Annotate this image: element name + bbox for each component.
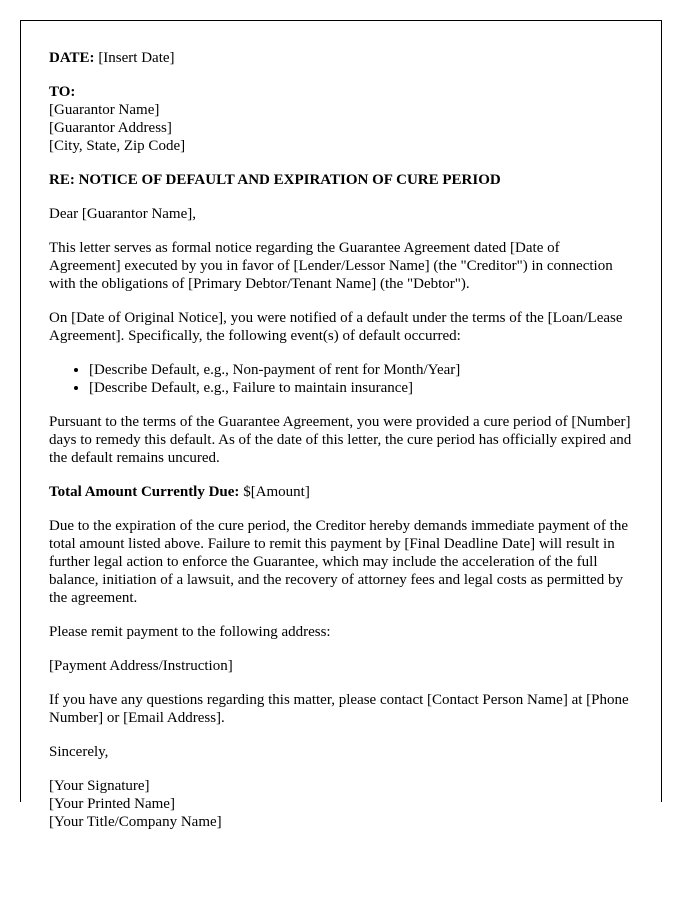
date-value: [Insert Date] xyxy=(98,50,175,66)
paragraph-cure-period: Pursuant to the terms of the Guarantee Agreement, you were provided a cure period of [Number] days to remedy this default. As of the date of this letter, the cure period has officially expired and the default remains uncured. xyxy=(49,414,632,466)
date-line xyxy=(49,49,633,67)
paragraph-remit: Please remit payment to the following address: xyxy=(49,624,331,640)
amount-value: $[Amount] xyxy=(243,484,310,500)
signature-block xyxy=(49,777,633,831)
default-item-1: • [Describe Default, e.g., Non-payment of rent for Month/Year] xyxy=(89,361,633,379)
printed-name: [Your Printed Name] xyxy=(49,796,175,812)
recipient-name: [Guarantor Name] xyxy=(49,102,160,118)
paragraph-default: On [Date of Original Notice], you were notified of a default under the terms of the [Loan/Lease Agreement]. Specifically, the following event(s) of default occurred: xyxy=(49,310,623,344)
recipient-city: [City, State, Zip Code] xyxy=(49,138,186,154)
date-label: DATE: xyxy=(49,50,95,66)
recipient-address: [Guarantor Address] xyxy=(49,120,172,136)
title-company: [Your Title/Company Name] xyxy=(49,814,222,830)
subject-line: RE: NOTICE OF DEFAULT AND EXPIRATION OF CURE PERIOD xyxy=(49,172,501,188)
letter-body xyxy=(21,21,661,831)
to-label: TO: xyxy=(49,84,76,100)
default-item-2: • [Describe Default, e.g., Failure to maintain insurance] xyxy=(89,379,633,397)
amount-label: Total Amount Currently Due: xyxy=(49,484,240,500)
signature: [Your Signature] xyxy=(49,778,150,794)
amount-due-line xyxy=(49,483,633,501)
salutation: Dear [Guarantor Name], xyxy=(49,206,197,222)
paragraph-contact: If you have any questions regarding this matter, please contact [Contact Person Name] at [Phone Number] or [Email Address]. xyxy=(49,692,629,726)
recipient-name-line xyxy=(49,83,633,119)
letter-page xyxy=(20,20,662,830)
closing: Sincerely, xyxy=(49,744,109,760)
default-list xyxy=(49,361,633,397)
paragraph-notice: This letter serves as formal notice regarding the Guarantee Agreement dated [Date of Agreement] executed by you in favor of [Lender/Lessor Name] (the "Creditor") in connection with the obligations of [Primary Debtor/Tenant Name] (the "Debtor"). xyxy=(49,240,613,292)
paragraph-demand: Due to the expiration of the cure period, the Creditor hereby demands immediate payment of the total amount listed above. Failure to remit this payment by [Final Deadline Date] will result in further legal action to enforce the Guarantee, which may include the acceleration of the full balance, initiation of a lawsuit, and the recovery of attorney fees and legal costs as permitted by the agreement. xyxy=(49,518,628,606)
payment-address: [Payment Address/Instruction] xyxy=(49,658,233,674)
recipient-block xyxy=(49,83,633,155)
